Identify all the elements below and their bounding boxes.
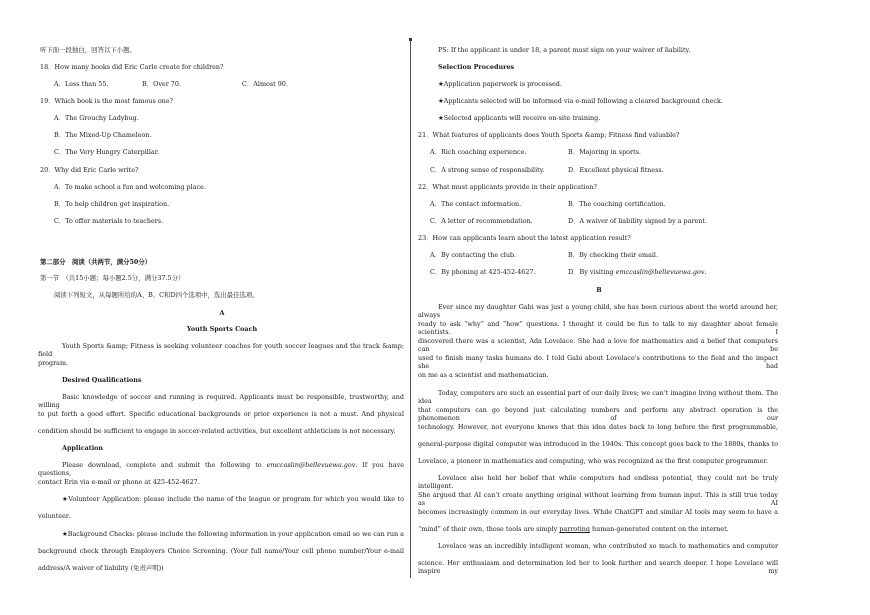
passage-a-title: Youth Sports Coach [186, 325, 258, 333]
passage-b-p2-line2: that computers can go beyond just calculating numbers and perform any abstract operation is the phenomenon of our [418, 406, 778, 422]
option-23-b[interactable]: B．By checking their email. [568, 251, 659, 259]
passage-b-p3-line2: She argued that AI can’t create anything original without learning from human input. This is still true today as AI [418, 491, 778, 507]
option-22-c[interactable]: C．A letter of recommendation. [430, 217, 533, 225]
option-18-b[interactable]: B．Over 70. [142, 80, 181, 88]
question-20-stem: 20．Why did Eric Carle write? [40, 166, 139, 174]
reading-instructions: 阅读下列短文，从每题所给的A、B、C和D四个选项中，选出最佳选项。 [54, 291, 259, 299]
option-18-a[interactable]: A．Less than 55. [54, 80, 109, 88]
option-20-c[interactable]: C．To offer materials to teachers. [54, 217, 164, 225]
selection-step-3: ★Selected applicants will receive on-site training. [438, 114, 601, 122]
p3-text-post: . If you have questions, [38, 461, 404, 477]
passage-b-p1-line3: discovered there was a scientist, Ada Lovelace. She had a love for mathematics and a belief that computers can be [418, 337, 778, 353]
passage-b-p1-line5: on me as a scientist and mathematician. [418, 371, 549, 379]
option-21-c[interactable]: C．A strong sense of responsibility. [430, 166, 545, 174]
option-23-d-post: . [704, 268, 707, 276]
bullet-background-line1: ★Background Checks: please include the following information in your application email so we can run a [62, 530, 404, 538]
passage-a-p1-line2: program. [38, 359, 69, 367]
option-23-d-email: emccaslin@bellevuewa.gov [615, 268, 705, 276]
option-22-d[interactable]: D．A waiver of liability signed by a parent. [568, 217, 707, 225]
bullet-background-line2: background check through Employers Choice Screening. (Your full name/Your cell phone number/Your e-mail [38, 547, 404, 555]
question-22-stem: 22．What must applicants provide in their application? [418, 183, 597, 191]
passage-b-p2-line1: Today, computers are such an essential part of our daily lives; we can’t imagine living without them. The idea [418, 389, 778, 405]
option-22-b[interactable]: B．The coaching certification. [568, 200, 666, 208]
question-19-stem: 19．Which book is the most famous one? [40, 97, 173, 105]
option-19-c[interactable]: C．The Very Hungry Caterpillar. [54, 148, 160, 156]
passage-a-p3-line1 [38, 461, 404, 477]
application-heading: Application [62, 444, 104, 452]
passage-b-p1-line1: Ever since my daughter Gabi was just a young child, she has been curious about the world around her, always [418, 303, 778, 319]
passage-a-p2-line1: Basic knowledge of soccer and running is required. Applicants must be responsible, trustworthy, and willing [38, 393, 404, 409]
passage-b-p3-line4 [418, 525, 729, 533]
p3-line4-pre: “mind” of their own, those tools are simply [418, 525, 560, 533]
passage-b-p1-line2: ready to ask “why” and “how” questions. I thought it could be fun to talk to my daughter about female scientists. I [418, 320, 778, 336]
option-23-d-pre: D．By visiting [568, 268, 616, 276]
option-20-b[interactable]: B．To help children get inspiration. [54, 200, 170, 208]
passage-a-p2-line3: condition should be sufficient to engage in soccer-related activities, but excellent athleticism is not necessary. [38, 427, 396, 435]
passage-b-p3-line3: becomes increasingly common in our everyday lives. While ChatGPT and similar AI tools may seem to have a [418, 508, 778, 516]
option-19-b[interactable]: B．The Mixed-Up Chameleon. [54, 131, 152, 139]
passage-b-p2-line5: Lovelace, a pioneer in mathematics and computing, who was recognized as the first computer programmer. [418, 457, 768, 465]
bullet-volunteer-line1: ★Volunteer Application: please include the name of the league or program for which you would like to [62, 495, 404, 503]
listening-intro: 听下面一段独白，回答以下小题。 [40, 46, 136, 54]
p3-text-pre: Please download, complete and submit the following to [62, 461, 267, 469]
column-divider [410, 40, 411, 578]
selection-procedures-heading: Selection Procedures [438, 63, 515, 71]
email-link[interactable]: emccaslin@bellevuewa.gov [266, 461, 356, 469]
passage-a-p2-line2: to put forth a good effort. Specific educational backgrounds or prior experience is not a must. And physical [38, 410, 404, 418]
option-20-a[interactable]: A．To make school a fun and welcoming place. [54, 183, 206, 191]
passage-b-p4-line2: science. Her enthusiasm and determination led her to look further and search deeper. I hope Lovelace will inspire my [418, 559, 778, 575]
option-23-a[interactable]: A．By contacting the club. [430, 251, 517, 259]
passage-b-p3-line1: Lovelace also held her belief that while computers had endless potential, they could not be truly intelligent. [418, 474, 778, 490]
option-21-a[interactable]: A．Rich coaching experience. [430, 148, 527, 156]
option-23-c[interactable]: C．By phoning at 425-452-4627. [430, 268, 536, 276]
passage-b-p2-line3: technology. However, not everyone knows that this idea dates back to long before the first programmable, [418, 423, 778, 431]
bullet-background-line3: address/A waiver of liability (免责声明)) [38, 564, 164, 572]
passage-a-letter: A [219, 309, 225, 317]
option-18-c[interactable]: C．Almost 90. [242, 80, 288, 88]
question-21-stem: 21．What features of applicants does Youth Sports &amp; Fitness find valuable? [418, 131, 680, 139]
passage-a-p3-line2: contact Erin via e-mail or phone at 425-452-4627. [38, 478, 200, 486]
selection-step-1: ★Application paperwork is processed. [438, 80, 562, 88]
bullet-volunteer-line2: volunteer. [38, 512, 71, 520]
option-22-a[interactable]: A．The contact information. [430, 200, 522, 208]
option-21-d[interactable]: D．Excellent physical fitness. [568, 166, 664, 174]
desired-qualifications-heading: Desired Qualifications [62, 376, 142, 384]
underlined-word: parroting [559, 525, 590, 533]
divider-marker [409, 38, 412, 41]
question-23-stem: 23．How can applicants learn about the latest application result? [418, 234, 631, 242]
option-21-b[interactable]: B．Majoring in sports. [568, 148, 641, 156]
option-19-a[interactable]: A．The Grouchy Ladybug. [54, 114, 139, 122]
passage-b-p4-line1: Lovelace was an incredibly intelligent woman, who contributed so much to mathematics and computer [438, 542, 778, 550]
p3-line4-post: human-generated content on the internet. [589, 525, 729, 533]
passage-b-letter: B [596, 286, 602, 294]
section-one-header: 第一节 （共15小题；每小题2.5分，满分37.5分） [40, 274, 185, 282]
part-two-header: 第二部分 阅读（共两节，满分50分） [40, 258, 152, 266]
passage-b-p2-line4: general-purpose digital computer was introduced in the 1940s. This concept goes back to the 1880s, thanks to [418, 440, 778, 448]
question-18-stem: 18．How many books did Eric Carle create for children? [40, 63, 224, 71]
passage-a-p1-line1: Youth Sports &amp; Fitness is seeking volunteer coaches for youth soccer leagues and the track &amp; field [38, 342, 404, 358]
passage-b-p1-line4: used to finish many tasks humans do. I told Gabi about Lovelace's contributions to the field and the impact she had [418, 354, 778, 370]
ps-note: PS: If the applicant is under 18, a parent must sign on your waiver of liability. [438, 46, 691, 54]
selection-step-2: ★Applicants selected will be informed via e-mail following a cleared background check. [438, 97, 723, 105]
option-23-d[interactable] [568, 268, 707, 276]
